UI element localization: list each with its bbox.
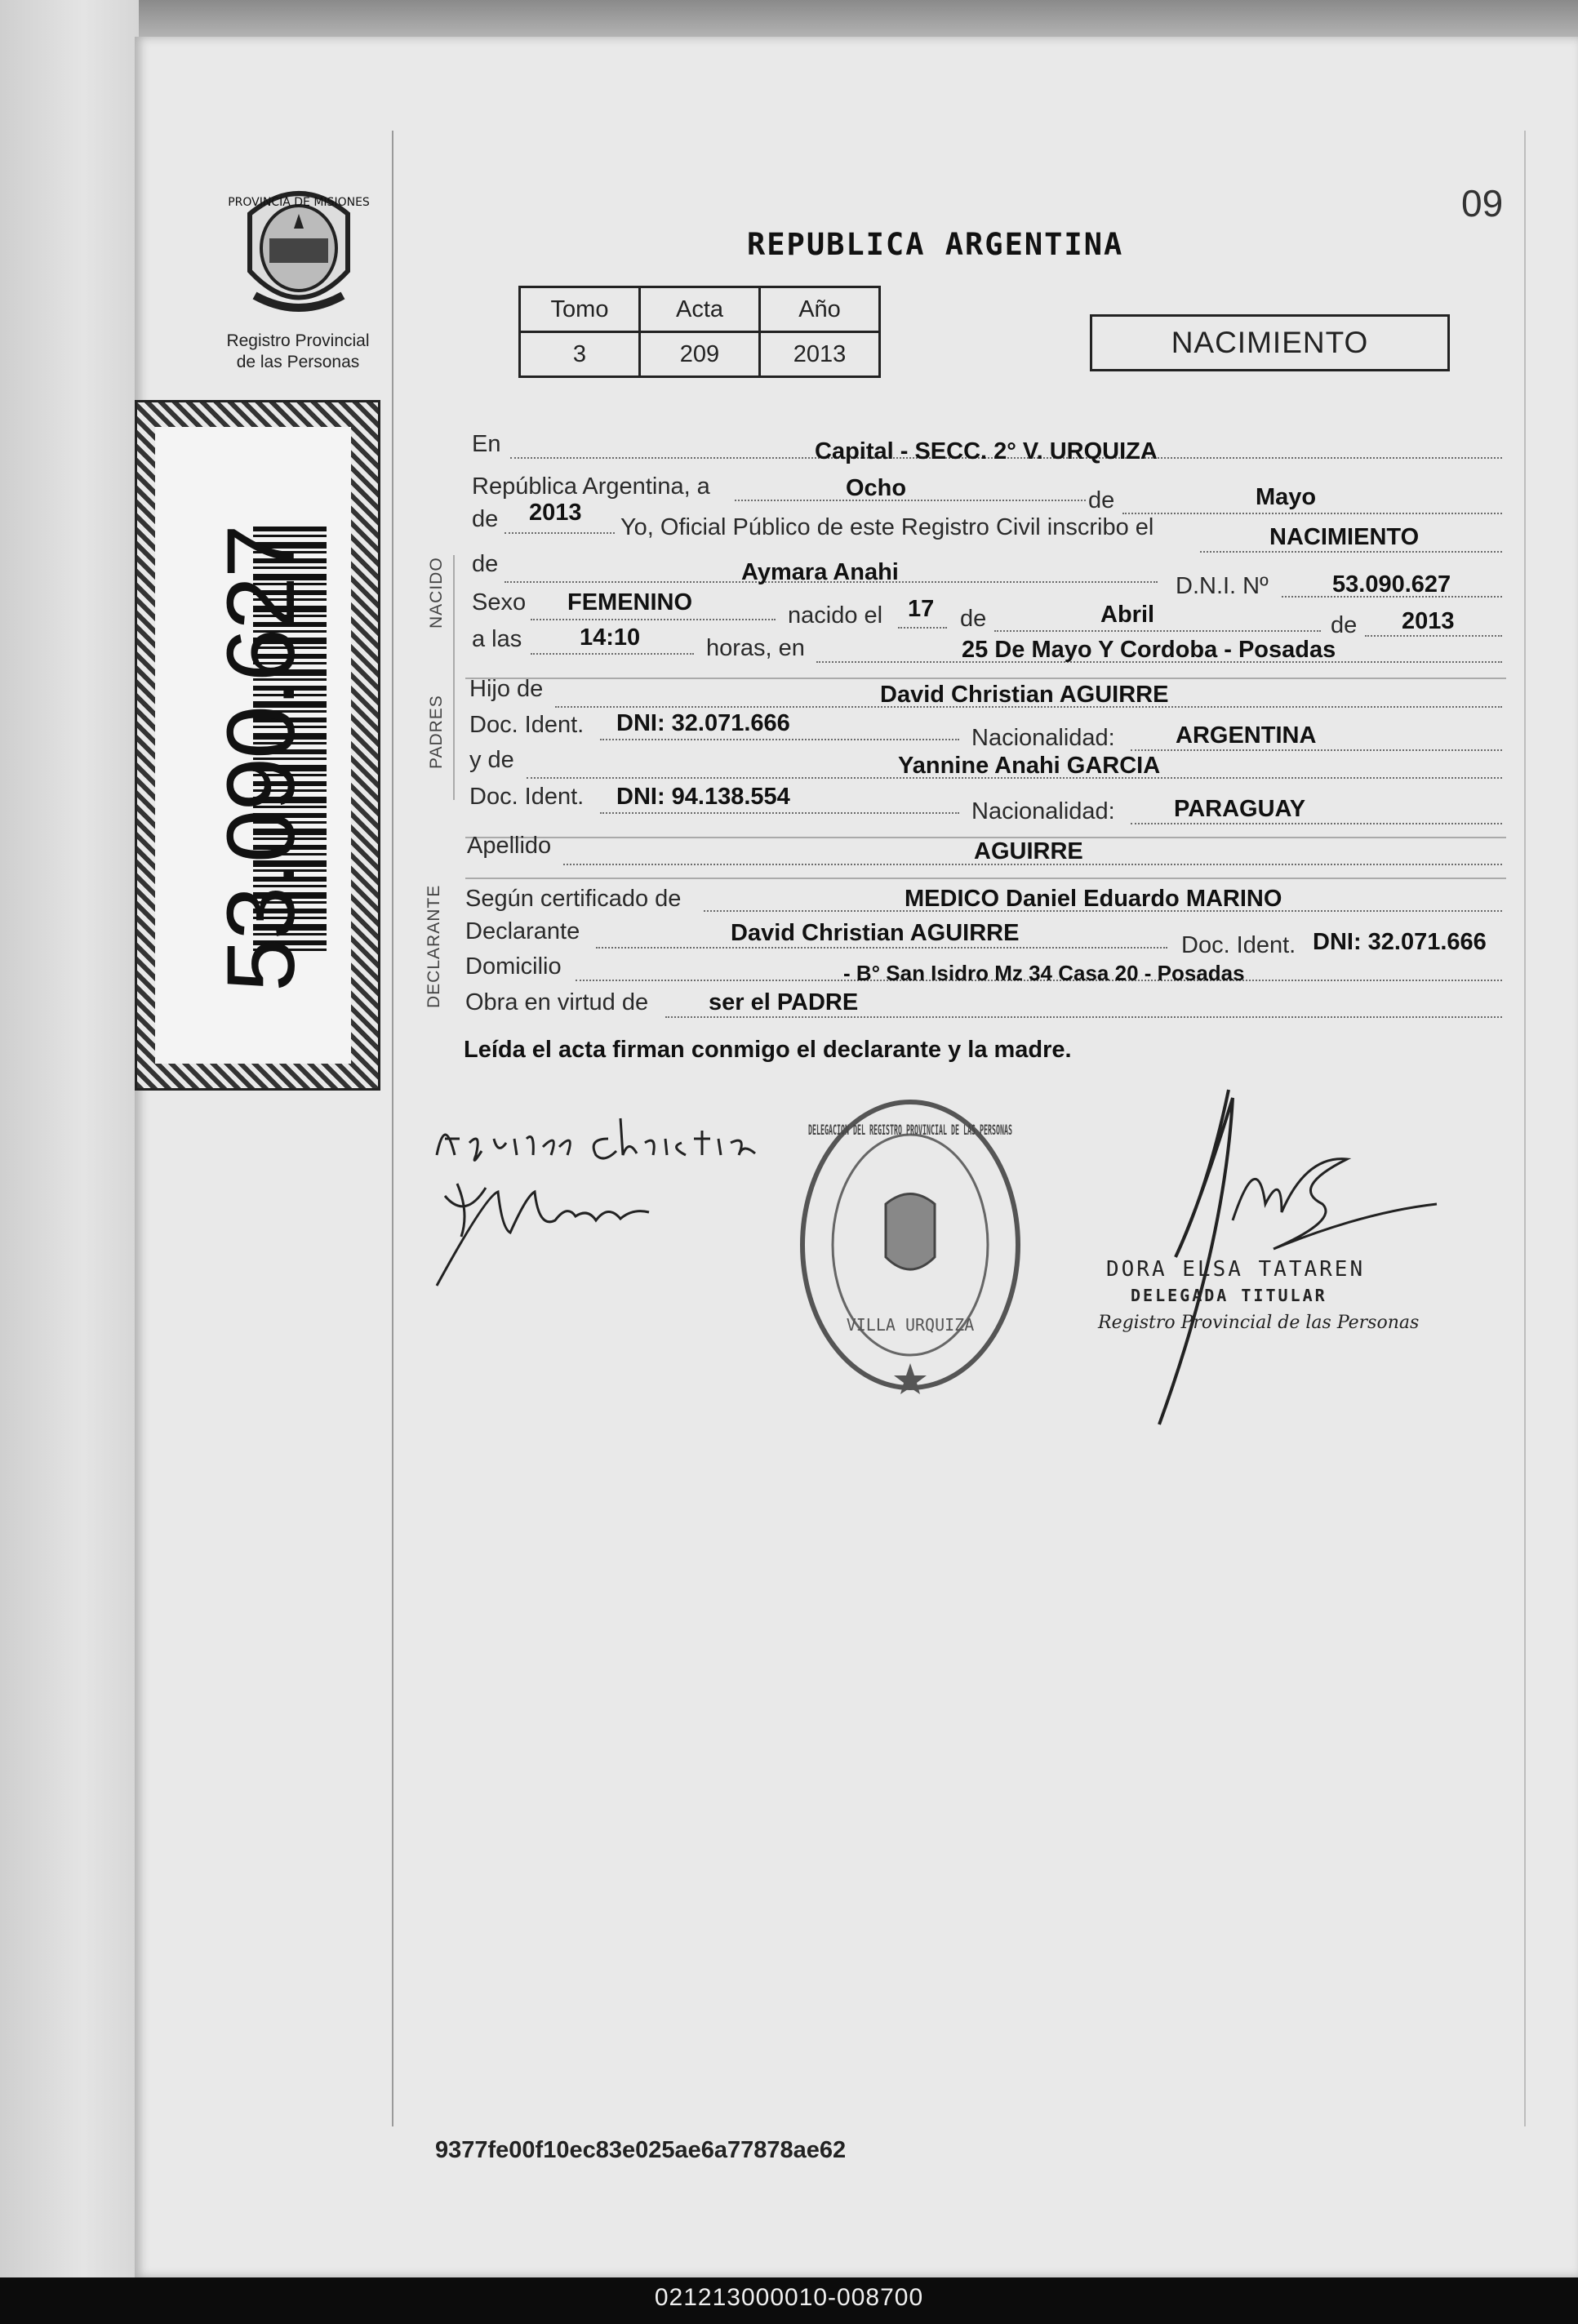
label-certificado: Según certificado de [465, 886, 682, 912]
section-separator [465, 678, 1506, 679]
value-inscribo: NACIMIENTO [1269, 524, 1420, 550]
record-type-box: NACIMIENTO [1090, 314, 1450, 371]
dotted-line [898, 627, 947, 629]
label-horas-en: horas, en [706, 635, 805, 661]
value-madre-doc: DNI: 94.138.554 [616, 784, 790, 810]
label-yo: Yo, Oficial Público de este Registro Civil inscribo el [620, 514, 1154, 540]
label-doc-ident-declarante: Doc. Ident. [1181, 932, 1296, 958]
logo-caption-line1: Registro Provincial [226, 331, 370, 350]
left-book-page [0, 0, 139, 2277]
dotted-line [994, 630, 1321, 632]
register-table [518, 286, 881, 378]
section-label-declarante: DECLARANTE [425, 884, 443, 1008]
label-doc-ident-padre: Doc. Ident. [469, 712, 585, 738]
header-acta: Acta [640, 287, 760, 332]
value-declarante-doc: DNI: 32.071.666 [1313, 929, 1487, 955]
value-anio: 2013 [529, 500, 582, 526]
label-republica: República Argentina, a [472, 473, 710, 500]
sticker-number: 53.090.627 [207, 526, 315, 992]
dotted-line [1200, 551, 1502, 553]
dotted-line [531, 619, 776, 620]
dotted-line [600, 812, 959, 814]
value-madre-nacionalidad: PARAGUAY [1174, 796, 1306, 822]
logo-caption [204, 331, 392, 373]
header-anio: Año [760, 287, 880, 332]
value-obra: ser el PADRE [709, 989, 859, 1015]
label-de-nac-mes: de [960, 606, 987, 632]
value-hora: 14:10 [580, 624, 641, 651]
dotted-line [1131, 749, 1502, 751]
official-name: DORA ELSA TATAREN [1106, 1257, 1366, 1282]
dotted-line [531, 653, 694, 655]
label-obra: Obra en virtud de [465, 989, 649, 1015]
official-office: Registro Provincial de las Personas [1098, 1313, 1420, 1333]
label-en: En [472, 431, 501, 457]
dotted-line [665, 1016, 1502, 1018]
label-declarante: Declarante [465, 918, 580, 944]
value-acta: 209 [640, 332, 760, 377]
label-de-nac-anio: de [1331, 612, 1358, 638]
seal-text: PROVINCIA DE MISIONES [228, 196, 370, 209]
dotted-line [735, 500, 1086, 501]
section-separator [465, 878, 1506, 879]
value-padre-doc: DNI: 32.071.666 [616, 710, 790, 736]
label-nacionalidad-madre: Nacionalidad: [971, 798, 1115, 824]
value-lugar: 25 De Mayo Y Cordoba - Posadas [962, 637, 1336, 663]
label-sexo: Sexo [472, 589, 527, 615]
value-anio: 2013 [760, 332, 880, 377]
value-nac-mes: Abril [1100, 602, 1155, 628]
label-de-anio: de [472, 506, 499, 532]
province-seal-logo [228, 181, 370, 320]
label-doc-ident-madre: Doc. Ident. [469, 784, 585, 810]
document-hash: 9377fe00f10ec83e025ae6a77878ae62 [435, 2137, 847, 2163]
value-certificado: MEDICO Daniel Eduardo MARINO [905, 886, 1282, 912]
footer-code: 021213000010-008700 [654, 2284, 924, 2311]
register-header-row [520, 287, 880, 332]
value-dni: 53.090.627 [1332, 571, 1451, 598]
value-padre-nacionalidad: ARGENTINA [1176, 722, 1317, 749]
page-number: 09 [1461, 182, 1504, 224]
dotted-line [600, 739, 959, 740]
section-label-padres: PADRES [427, 695, 446, 769]
dotted-line [596, 947, 1167, 949]
label-nacido-el: nacido el [788, 602, 883, 629]
label-domicilio: Domicilio [465, 953, 562, 980]
label-nacionalidad-padre: Nacionalidad: [971, 725, 1115, 751]
label-hijo-de: Hijo de [469, 676, 544, 702]
official-stamp [796, 1094, 1025, 1396]
stamp-inner-text: VILLA URQUIZA [846, 1315, 975, 1335]
dotted-line [1122, 513, 1502, 514]
value-tomo: 3 [520, 332, 640, 377]
label-a-las: a las [472, 626, 522, 652]
label-dni: D.N.I. Nº [1176, 573, 1269, 599]
dotted-line [1131, 823, 1502, 824]
section-label-nacido: NACIDO [427, 557, 446, 629]
value-padre: David Christian AGUIRRE [880, 682, 1169, 708]
label-de-nombre: de [472, 551, 499, 577]
label-de-mes: de [1088, 487, 1115, 513]
official-role: DELEGADA TITULAR [1131, 1286, 1327, 1305]
value-apellido: AGUIRRE [974, 838, 1083, 864]
value-sexo: FEMENINO [567, 589, 693, 615]
value-declarante: David Christian AGUIRRE [731, 920, 1020, 946]
label-apellido: Apellido [467, 833, 552, 859]
declarant-signatures [420, 1098, 763, 1310]
register-value-row [520, 332, 880, 377]
official-signature [1094, 1082, 1453, 1424]
logo-caption-line2: de las Personas [236, 353, 360, 371]
label-y-de: y de [469, 747, 514, 773]
value-domicilio: - B° San Isidro Mz 34 Casa 20 - Posadas [843, 961, 1245, 985]
value-nombre: Aymara Anahi [741, 559, 899, 585]
value-madre: Yannine Anahi GARCIA [898, 753, 1161, 779]
value-nac-dia: 17 [908, 596, 935, 622]
header-tomo: Tomo [520, 287, 640, 332]
closing-statement: Leída el acta firman conmigo el declarante y la madre. [464, 1037, 1072, 1063]
document-title: REPUBLICA ARGENTINA [747, 227, 1124, 262]
value-nac-anio: 2013 [1402, 608, 1455, 634]
section-divider-vertical [453, 555, 455, 800]
dotted-line [505, 532, 615, 534]
value-dia: Ocho [846, 475, 907, 501]
stamp-ring-text: DELEGACION DEL REGISTRO PROVINCIAL DE LAS PERSONAS [808, 1122, 1012, 1139]
value-en: Capital - SECC. 2° V. URQUIZA [815, 438, 1158, 464]
value-mes: Mayo [1256, 484, 1317, 510]
dotted-line [1365, 635, 1502, 637]
